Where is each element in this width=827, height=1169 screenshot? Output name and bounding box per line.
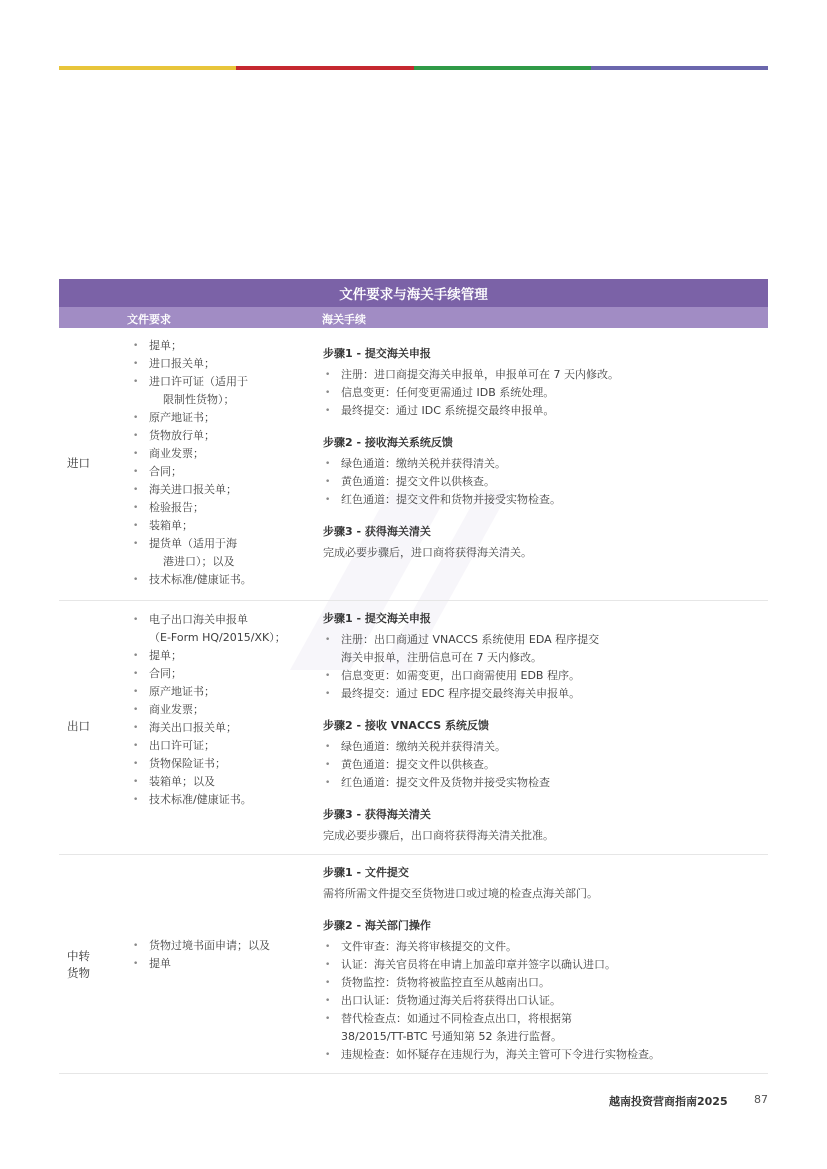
import-docs-list [131, 337, 252, 589]
list-item: • 绿色通道：缴纳关税并获得清关。 [323, 738, 763, 756]
list-item: • 违规检查：如怀疑存在违规行为，海关主管可下令进行实物检查。 [323, 1046, 763, 1064]
col-header-docs: 文件要求 [127, 313, 171, 326]
list-item: • 提单； [131, 647, 286, 665]
step-text: 需将所需文件提交至货物进口或过境的检查点海关部门。 [323, 887, 598, 900]
export-procedures [323, 610, 763, 845]
list-item: • 认证：海关官员将在申请上加盖印章并签字以确认进口。 [323, 956, 763, 974]
step-title: 步骤3 - 获得海关清关 [323, 808, 431, 821]
list-item: • 进口报关单； [131, 355, 252, 373]
list-item: 限制性货物）； [163, 393, 235, 406]
list-item: • 原产地证书； [131, 409, 252, 427]
list-item: • 货物过境书面申请；以及 [131, 937, 270, 955]
list-item: • 海关进口报关单； [131, 481, 252, 499]
list-item: • 合同； [131, 665, 286, 683]
stripe-green [414, 66, 591, 70]
step-list [323, 938, 763, 1064]
list-item: • 黄色通道：提交文件以供核查。 [323, 756, 763, 774]
color-stripe [59, 66, 768, 70]
step-text: 完成必要步骤后，出口商将获得海关清关批准。 [323, 829, 554, 842]
list-item: • 注册：出口商通过 VNACCS 系统使用 EDA 程序提交 [323, 631, 763, 649]
list-item: • 信息变更：任何变更需通过 IDB 系统处理。 [323, 384, 763, 402]
list-item: • 装箱单；以及 [131, 773, 286, 791]
transit-docs-list [131, 937, 270, 973]
step-title: 步骤3 - 获得海关清关 [323, 525, 431, 538]
transit-procedures [323, 864, 763, 1064]
export-docs-list [131, 611, 286, 809]
list-item: • 技术标准/健康证书。 [131, 791, 286, 809]
table-row-import [59, 328, 768, 601]
footer-title: 越南投资营商指南2025 [609, 1095, 728, 1108]
list-item: • 合同； [131, 463, 252, 481]
step-title: 步骤1 - 文件提交 [323, 866, 409, 879]
step-list [323, 366, 763, 420]
list-item: • 最终提交：通过 EDC 程序提交最终海关申报单。 [323, 685, 763, 703]
list-item: • 最终提交：通过 IDC 系统提交最终申报单。 [323, 402, 763, 420]
list-item: • 货物监控：货物将被监控直至从越南出口。 [323, 974, 763, 992]
step-title: 步骤1 - 提交海关申报 [323, 347, 431, 360]
row-label-line: 中转 [67, 949, 90, 963]
list-item: • 进口许可证（适用于 [131, 373, 252, 391]
list-item: • 注册：进口商提交海关申报单，申报单可在 7 天内修改。 [323, 366, 763, 384]
row-label-transit [67, 948, 90, 982]
list-item: • 原产地证书； [131, 683, 286, 701]
step-title: 步骤1 - 提交海关申报 [323, 612, 431, 625]
step-title: 步骤2 - 海关部门操作 [323, 919, 431, 932]
list-item: （E-Form HQ/2015/XK）； [149, 631, 286, 644]
list-item: • 绿色通道：缴纳关税并获得清关。 [323, 455, 763, 473]
list-item: 海关申报单，注册信息可在 7 天内修改。 [341, 651, 542, 664]
list-item: 38/2015/TT-BTC 号通知第 52 条进行监督。 [341, 1030, 563, 1043]
list-item: • 红色通道：提交文件及货物并接受实物检查 [323, 774, 763, 792]
list-item: • 提货单（适用于海 [131, 535, 252, 553]
list-item: • 信息变更：如需变更，出口商需使用 EDB 程序。 [323, 667, 763, 685]
step-list [323, 631, 763, 703]
list-item: • 替代检查点：如通过不同检查点出口，将根据第 [323, 1010, 763, 1028]
list-item: • 文件审查：海关将审核提交的文件。 [323, 938, 763, 956]
table-row-transit [59, 855, 768, 1074]
step-title: 步骤2 - 接收 VNACCS 系统反馈 [323, 719, 490, 732]
col-header-procedures: 海关手续 [322, 313, 366, 326]
list-item: • 商业发票； [131, 445, 252, 463]
list-item: • 红色通道：提交文件和货物并接受实物检查。 [323, 491, 763, 509]
list-item: • 电子出口海关申报单 [131, 611, 286, 629]
table-row-export [59, 601, 768, 855]
list-item: • 出口认证：货物通过海关后将获得出口认证。 [323, 992, 763, 1010]
table-subheader [59, 307, 768, 328]
page-number: 87 [754, 1093, 768, 1106]
list-item: 港进口）；以及 [163, 555, 235, 568]
row-label-import: 进口 [67, 456, 90, 470]
list-item: • 检验报告； [131, 499, 252, 517]
procedures-table [59, 279, 768, 1074]
list-item: • 海关出口报关单； [131, 719, 286, 737]
table-title: 文件要求与海关手续管理 [59, 279, 768, 307]
list-item: • 货物保险证书； [131, 755, 286, 773]
step-title: 步骤2 - 接收海关系统反馈 [323, 436, 453, 449]
list-item: • 出口许可证； [131, 737, 286, 755]
list-item: • 货物放行单； [131, 427, 252, 445]
list-item: • 商业发票； [131, 701, 286, 719]
import-procedures [323, 345, 763, 562]
list-item: • 黄色通道：提交文件以供核查。 [323, 473, 763, 491]
stripe-yellow [59, 66, 236, 70]
row-label-export: 出口 [67, 719, 90, 733]
list-item: • 装箱单； [131, 517, 252, 535]
step-list [323, 738, 763, 792]
stripe-blue [591, 66, 768, 70]
list-item: • 提单 [131, 955, 270, 973]
step-list [323, 455, 763, 509]
list-item: • 技术标准/健康证书。 [131, 571, 252, 589]
row-label-line: 货物 [67, 966, 90, 980]
stripe-red [236, 66, 413, 70]
step-text: 完成必要步骤后，进口商将获得海关清关。 [323, 546, 532, 559]
list-item: • 提单； [131, 337, 252, 355]
